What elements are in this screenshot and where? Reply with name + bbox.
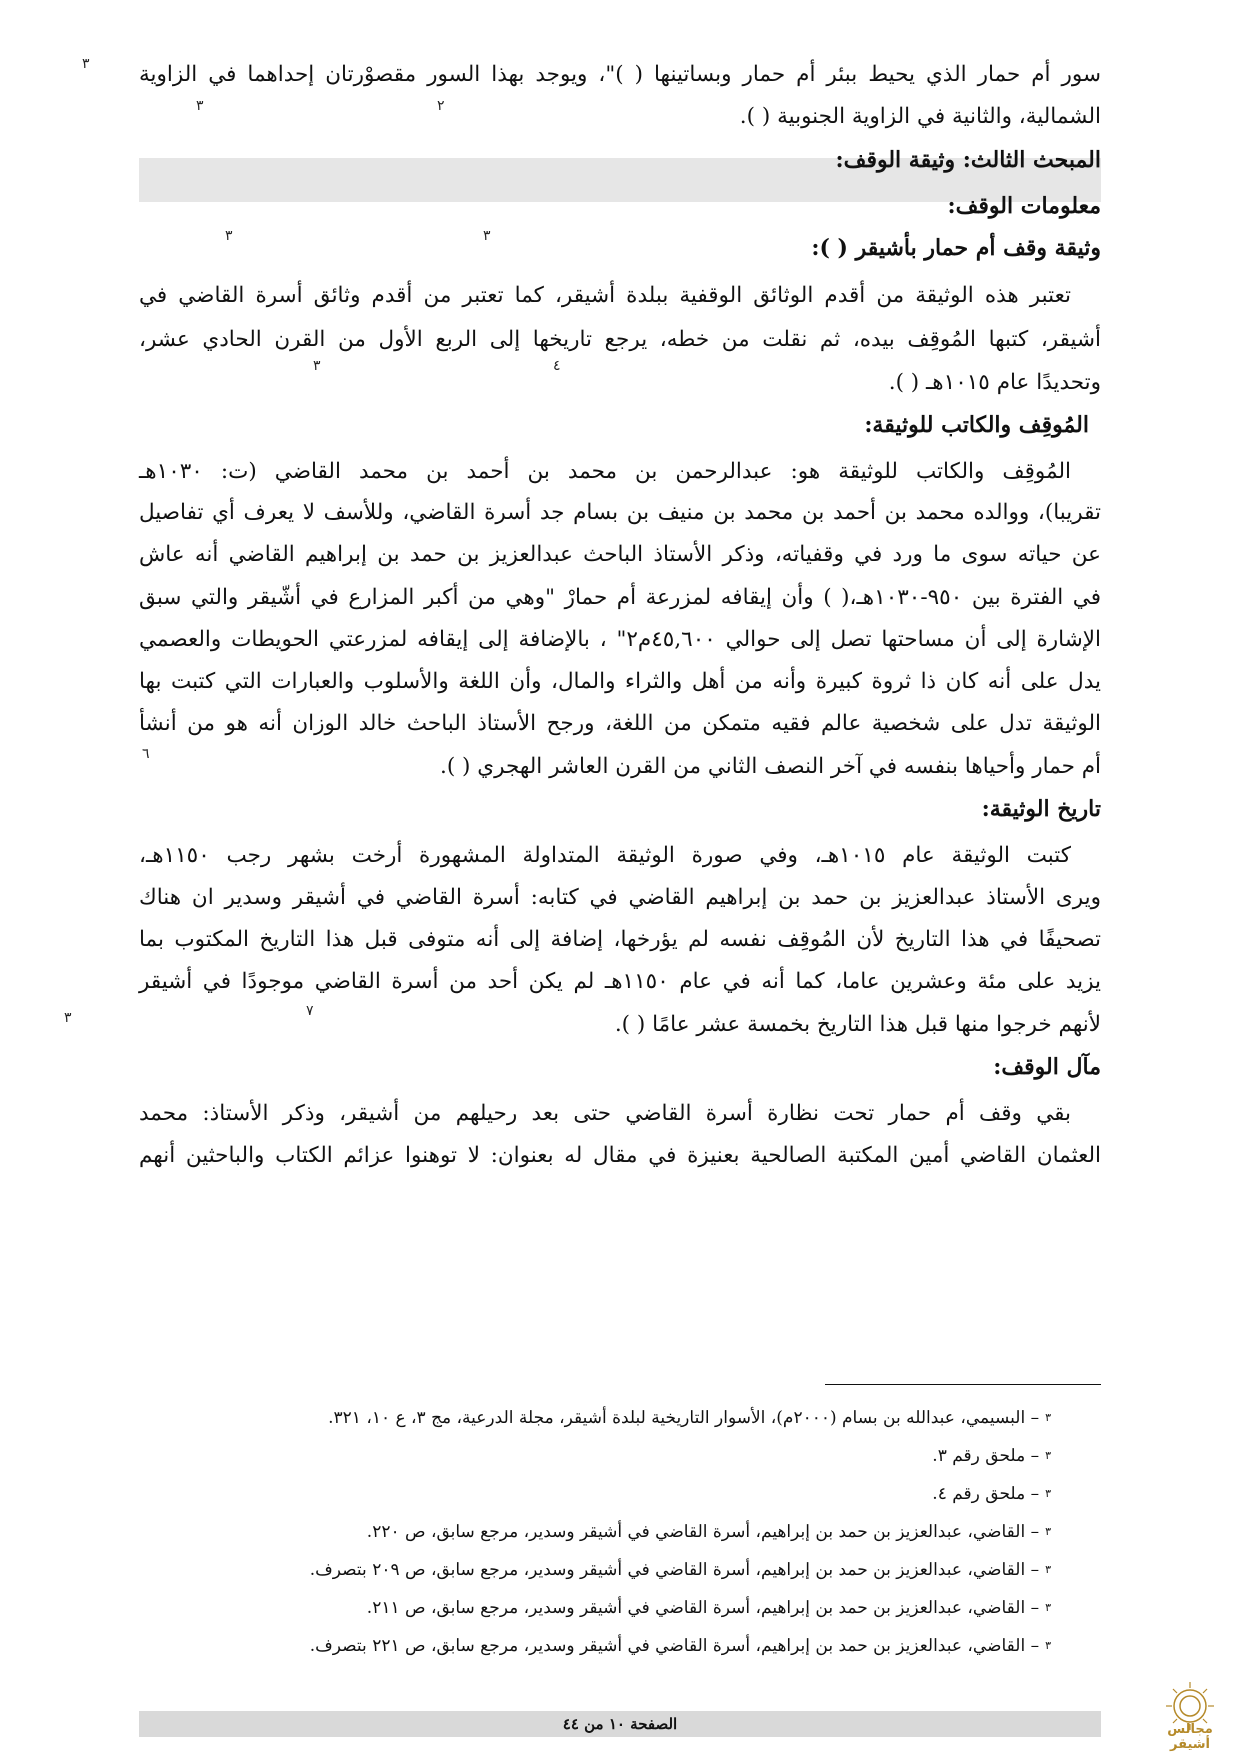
reference-mark: ٣ bbox=[483, 228, 491, 244]
reference-mark: ٤ bbox=[553, 358, 561, 374]
footnote: $^٣$– القاضي، عبدالعزيز بن حمد بن إبراهيم، أسرة القاضي في أشيقر وسدير، مرجع سابق، ص ٢٠٩ بتصرف. bbox=[309, 1560, 1051, 1580]
footnote: $^٣$– القاضي، عبدالعزيز بن حمد بن إبراهيم، أسرة القاضي في أشيقر وسدير، مرجع سابق، ص ٢٢٠. bbox=[366, 1522, 1051, 1542]
paragraph-line: يدل على أنه كان ذا ثروة كبيرة وأنه من أهل والثراء والمال، وأن اللغة والأسلوب والعبارات التي كتبت بها bbox=[139, 669, 1101, 694]
logo-text: مجالس أشيقر bbox=[1167, 1722, 1213, 1752]
reference-mark: ٦ bbox=[142, 746, 150, 762]
subheading-document: وثيقة وقف أم حمار بأشيقر ( ): bbox=[811, 235, 1101, 261]
section-heading: المبحث الثالث: وثيقة الوقف: bbox=[835, 147, 1101, 173]
paragraph-line: بقي وقف أم حمار تحت نظارة أسرة القاضي حتى بعد رحيلهم من أشيقر، وذكر الأستاذ: محمد bbox=[139, 1101, 1071, 1126]
logo bbox=[1150, 1680, 1230, 1752]
paragraph-line: تعتبر هذه الوثيقة من أقدم الوثائق الوقفية ببلدة أشيقر، كما تعتبر من أقدم وثائق أسرة القاضي في bbox=[139, 283, 1071, 308]
paragraph-line: الوثيقة تدل على شخصية عالم فقيه متمكن من اللغة، ورجح الأستاذ الباحث خالد الوزان أنه هو من أنشأ bbox=[139, 711, 1101, 736]
body-line: سور أم حمار الذي يحيط ببئر أم حمار وبساتينها ( )"، ويوجد بهذا السور مقصوْرتان إحداهما في الزاوية bbox=[139, 62, 1101, 87]
subheading-author: المُوقِف والكاتب للوثيقة: bbox=[864, 412, 1089, 438]
paragraph-line: تقريبا)، ووالده محمد بن أحمد بن محمد بن منيف بن بسام جد أسرة القاضي، وللأسف لا يعرف أي تفاصيل bbox=[139, 500, 1101, 525]
paragraph-line: العثمان القاضي أمين المكتبة الصالحية بعنيزة في مقال له بعنوان: لا توهنوا عزائم الكتاب والباحثين أنهم bbox=[139, 1143, 1101, 1168]
page-number-footer: الصفحة ١٠ من ٤٤ bbox=[139, 1711, 1101, 1737]
paragraph-line: وتحديدًا عام ١٠١٥هـ ( ). bbox=[888, 370, 1101, 395]
subheading-info: معلومات الوقف: bbox=[947, 193, 1101, 219]
paragraph-line: أشيقر، كتبها المُوقِف بيده، ثم نقلت من خطه، يرجع تاريخها إلى الربع الأول من القرن الحادي عشر، bbox=[139, 327, 1101, 352]
footnote: $^٣$– القاضي، عبدالعزيز بن حمد بن إبراهيم، أسرة القاضي في أشيقر وسدير، مرجع سابق، ص ٢٢١ بتصرف. bbox=[309, 1636, 1051, 1656]
reference-mark: ٣ bbox=[225, 228, 233, 244]
reference-mark: ٣ bbox=[64, 1010, 72, 1026]
subheading-date: تاريخ الوثيقة: bbox=[981, 796, 1101, 822]
footnote: $^٣$– ملحق رقم ٣. bbox=[932, 1446, 1051, 1466]
paragraph-line: عن حياته سوى ما ورد في وقفياته، وذكر الأستاذ الباحث عبدالعزيز بن حمد بن إبراهيم القاضي أنه عاش bbox=[139, 542, 1101, 567]
reference-mark: ٣ bbox=[82, 56, 90, 72]
paragraph-line: في الفترة بين ٩٥٠-١٠٣٠هـ،( ) وأن إيقافه لمزرعة أم حمارْ "وهي من أكبر المزارع في أشّيقر والتي سبق bbox=[139, 585, 1101, 610]
paragraph-line: المُوقِف والكاتب للوثيقة هو: عبدالرحمن بن محمد بن أحمد بن محمد القاضي (ت: ١٠٣٠هـ bbox=[139, 459, 1071, 484]
subheading-fate: مآل الوقف: bbox=[993, 1054, 1101, 1080]
reference-mark: ٢ bbox=[437, 98, 445, 114]
body-line: الشمالية، والثانية في الزاوية الجنوبية ( ). bbox=[739, 104, 1101, 129]
footnote: $^٣$– القاضي، عبدالعزيز بن حمد بن إبراهيم، أسرة القاضي في أشيقر وسدير، مرجع سابق، ص ٢١١. bbox=[366, 1598, 1051, 1618]
paragraph-line: الإشارة إلى أن مساحتها تصل إلى حوالي ٤٥,٦٠٠م٢" ، بالإضافة إلى إيقافه لمزرعتي الحويطات والعصمي bbox=[139, 627, 1101, 652]
reference-mark: ٣ bbox=[313, 358, 321, 374]
paragraph-line: أم حمار وأحياها بنفسه في آخر النصف الثاني من القرن العاشر الهجري ( ). bbox=[440, 754, 1101, 779]
paragraph-line: لأنهم خرجوا منها قبل هذا التاريخ بخمسة عشر عامًا ( ). bbox=[614, 1012, 1101, 1037]
footnote: $^٣$– البسيمي، عبدالله بن بسام (٢٠٠٠م)، الأسوار التاريخية لبلدة أشيقر، مجلة الدرعية، مج ٣، ع ١٠، ٣٢١. bbox=[328, 1408, 1051, 1428]
paragraph-line: كتبت الوثيقة عام ١٠١٥هـ، وفي صورة الوثيقة المتداولة المشهورة أرخت بشهر رجب ١١٥٠هـ، bbox=[139, 843, 1071, 868]
reference-mark: ٧ bbox=[306, 1003, 314, 1019]
footnote-separator bbox=[825, 1384, 1101, 1385]
paragraph-line: تصحيفًا في هذا التاريخ لأن المُوقِف نفسه لم يؤرخها، إضافة إلى أنه متوفى قبل هذا التاريخ المكتوب بما bbox=[139, 927, 1101, 952]
footnote: $^٣$– ملحق رقم ٤. bbox=[932, 1484, 1051, 1504]
reference-mark: ٣ bbox=[196, 98, 204, 114]
paragraph-line: يزيد على مئة وعشرين عاما، كما أنه في عام ١١٥٠هـ لم يكن أحد من أسرة القاضي موجودًا في أشيقر bbox=[139, 969, 1101, 994]
paragraph-line: ويرى الأستاذ عبدالعزيز بن حمد بن إبراهيم القاضي في كتابه: أسرة القاضي في أشيقر وسدير ان هناك bbox=[139, 885, 1101, 910]
